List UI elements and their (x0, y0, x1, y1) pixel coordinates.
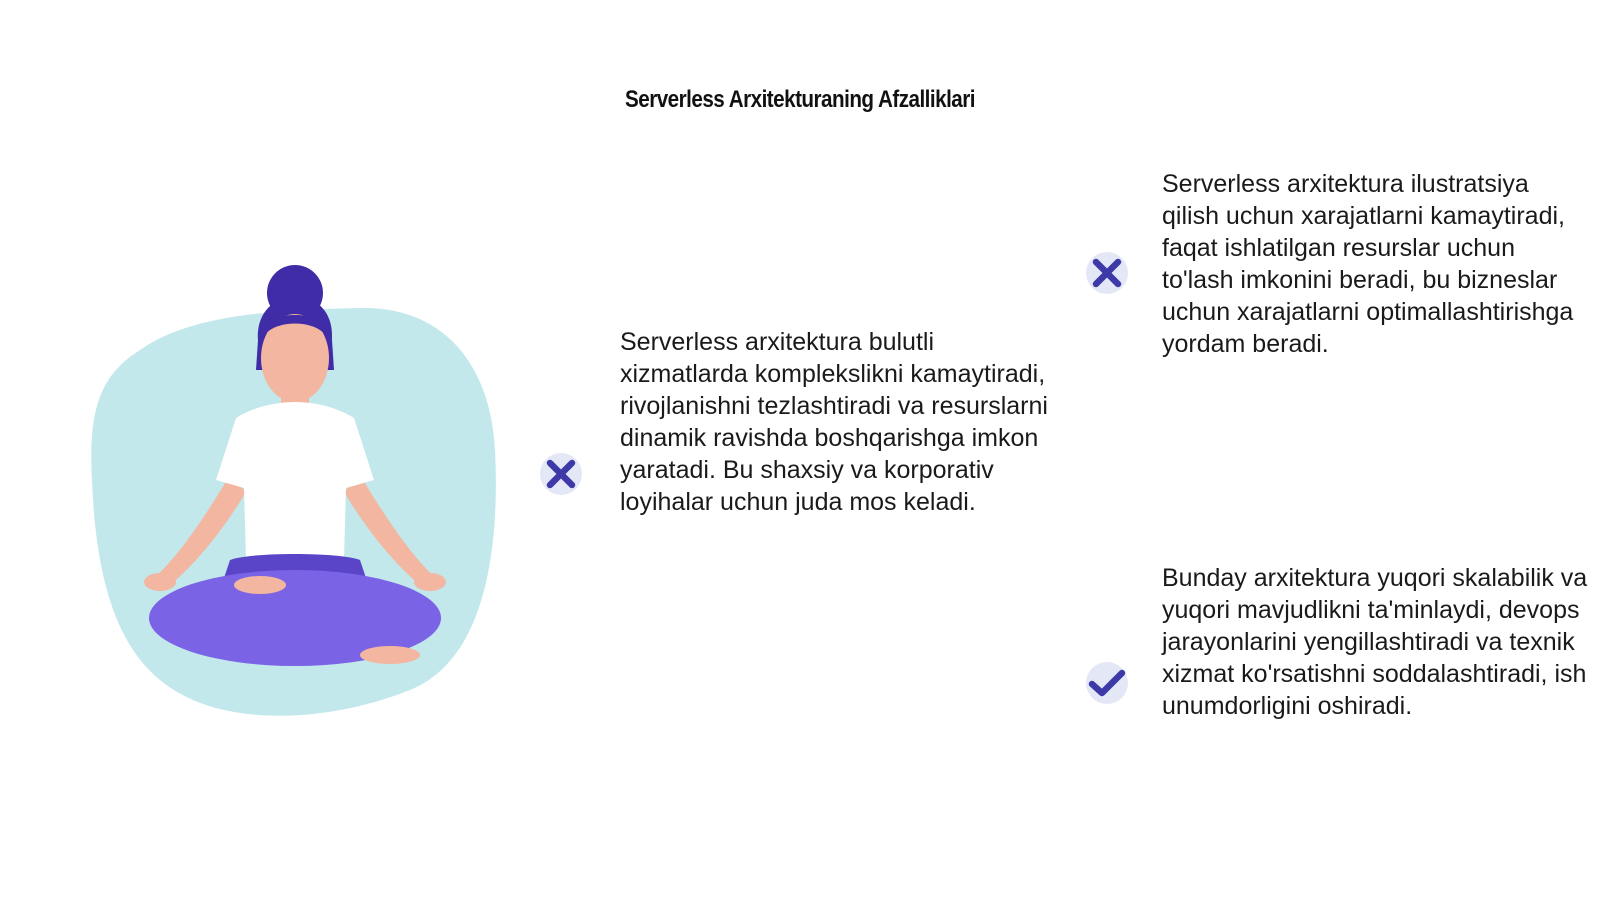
benefit-text: Serverless arxitektura bulutli xizmatlarda komplekslikni kamaytiradi, rivojlanishni tezlashtiradi va resurslarni dinamik ravishda boshqarishga imkon yaratadi. Bu shaxsiy va korporativ loyihalar uchun juda mos keladi. (620, 328, 1048, 516)
meditating-woman-icon (80, 260, 520, 740)
benefit-text: Serverless arxitektura ilustratsiya qilish uchun xarajatlarni kamaytiradi, faqat ishlatilgan resurslar uchun to'lash imkonini beradi, bu bizneslar uchun xarajatlarni optimallashtirishga yordam beradi. (1162, 170, 1574, 358)
meditation-illustration (80, 260, 520, 740)
x-mark-icon (538, 451, 584, 497)
x-mark-icon (1084, 250, 1130, 296)
benefit-text: Bunday arxitektura yuqori skalabilik va yuqori mavjudlikni ta'minlaydi, devops jarayonlarini yengillashtiradi va texnik xizmat ko'rsatishni soddalashtiradi, ish unumdorligini oshiradi. (1162, 564, 1588, 720)
slide-title: Serverless Arxitekturaning Afzalliklari (624, 86, 976, 113)
check-mark-icon (1084, 660, 1130, 706)
